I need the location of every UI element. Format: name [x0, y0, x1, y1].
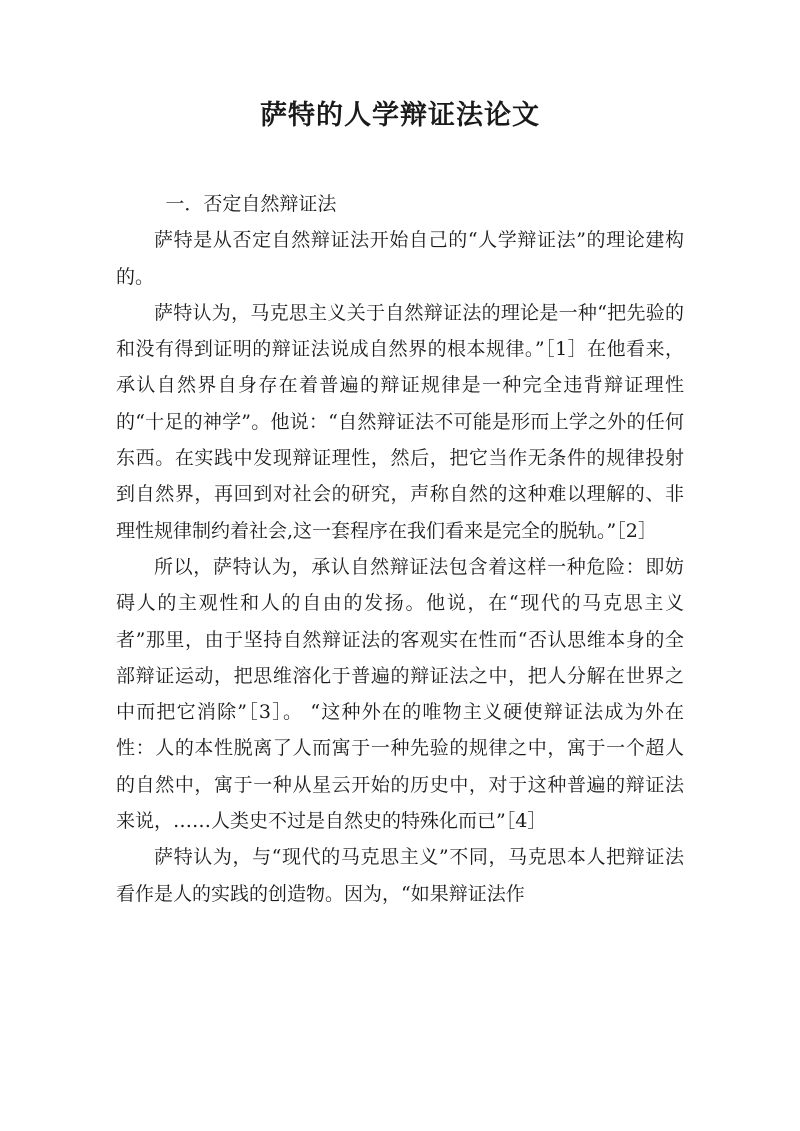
paragraph-2: 萨特认为，马克思主义关于自然辩证法的理论是一种“把先验的和没有得到证明的辩证法说成自然界的根本规律。”［1］在他看来， 承认自然界自身存在着普遍的辩证规律是一种完全违背辩证理性的“十足的神学”。他说：“自然辩证法不可能是形而上学之外的任何东西。在实践中发现辩证理性，然后，把它当作无条件的规律投射到自然界，再回到对社会的研究，声称自然的这种难以理解的、非理性规律制约着社会,这一套程序在我们看来是完全的脱轨。”［2］	[116, 301, 684, 542]
paragraph-4: 萨特认为，与“现代的马克思主义”不同，马克思本人把辩证法看作是人的实践的创造物。因为，“如果辩证法作	[116, 846, 684, 905]
paragraph-1: 萨特是从否定自然辩证法开始自己的“人学辩证法”的理论建构的。	[116, 229, 684, 288]
document-body	[116, 186, 684, 912]
document-title: 萨特的人学辩证法论文	[260, 100, 540, 131]
paragraph-3: 所以，萨特认为，承认自然辩证法包含着这样一种危险：即妨碍人的主观性和人的自由的发扬。他说，在“现代的马克思主义者”那里，由于坚持自然辩证法的客观实在性而“否认思维本身的全部辩证运动，把思维溶化于普遍的辩证法之中，把人分解在世界之中而把它消除”［3］。 “这种外在的唯物主义硬使辩证法成为外在性：人的本性脱离了人而寓于一种先验的规律之中，寓于一个超人的自然中，寓于一种从星云开始的历史中，对于这种普遍的辩证法来说，……人类史不过是自然史的特殊化而已”［4］	[116, 555, 684, 833]
section-heading: 一．否定自然辩证法	[165, 193, 337, 215]
